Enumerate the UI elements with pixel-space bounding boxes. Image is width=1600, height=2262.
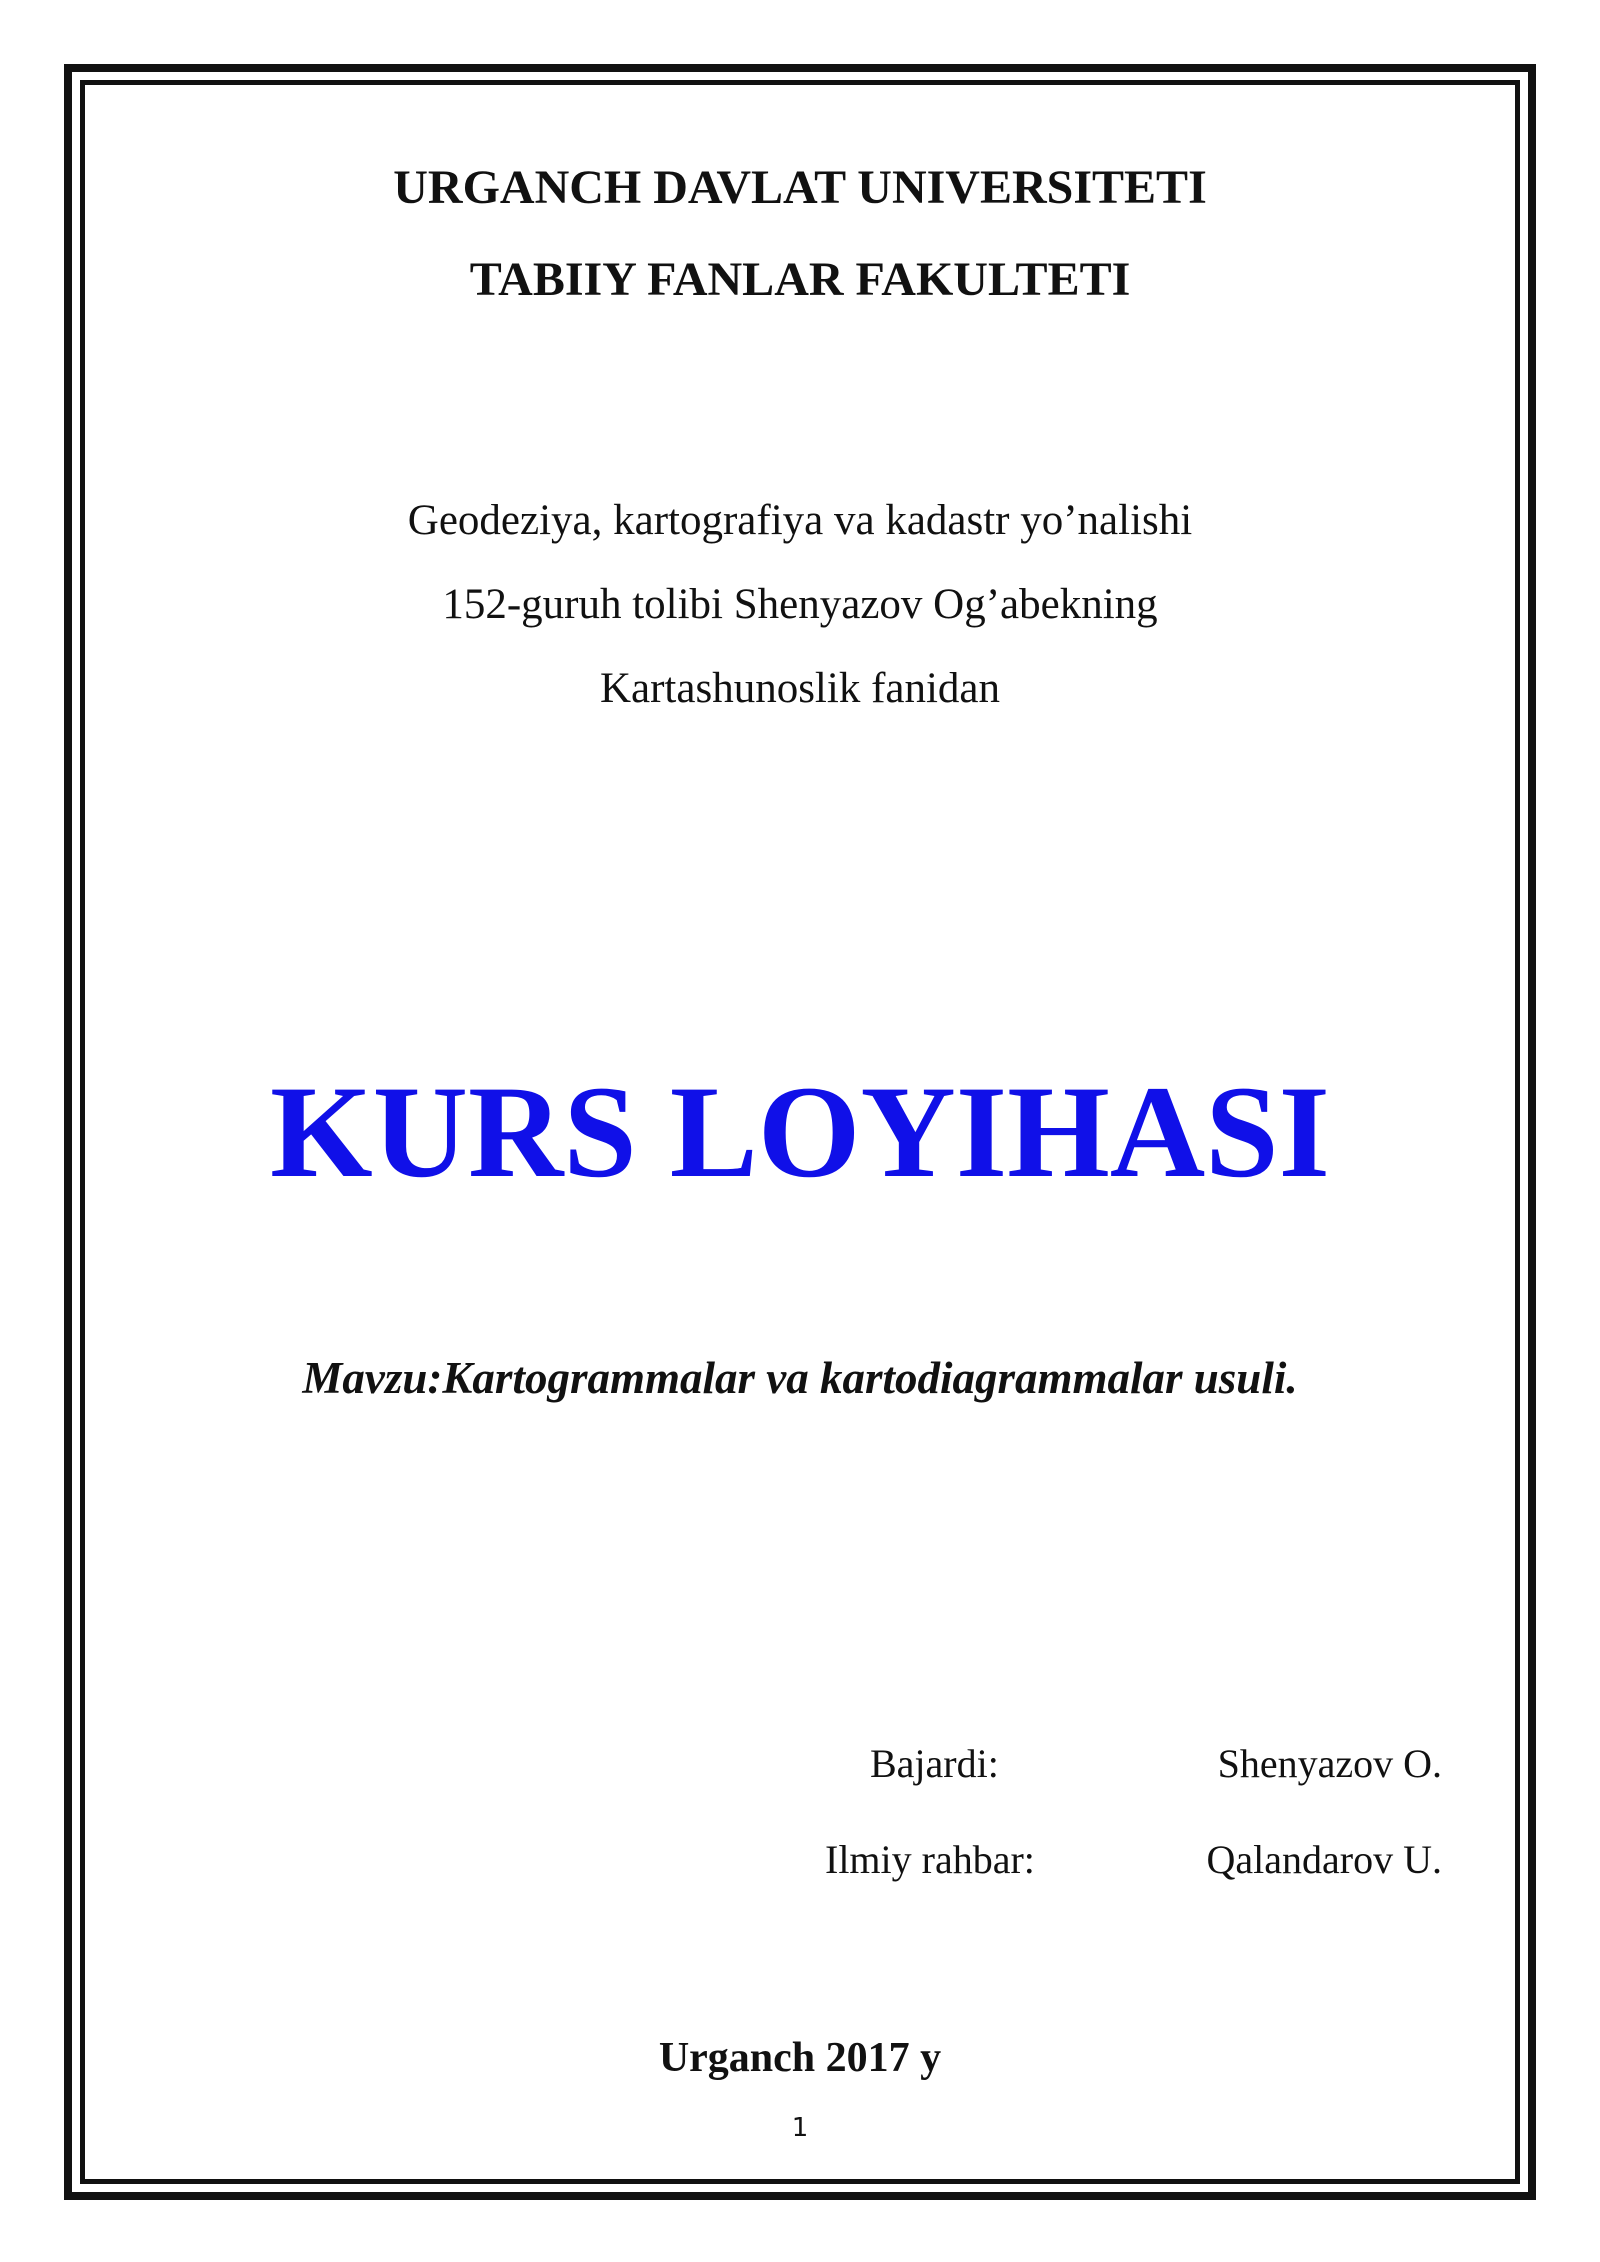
student-line: 152-guruh tolibi Shenyazov Og’abekning: [442, 581, 1158, 628]
university-name: URGANCH DAVLAT UNIVERSITETI: [393, 161, 1207, 214]
supervisor-label: Ilmiy rahbar:: [825, 1837, 1035, 1882]
performed-by-label: Bajardi:: [870, 1741, 999, 1786]
page-number: 1: [791, 2113, 809, 2143]
document-title: KURS LOYIHASI: [270, 1058, 1330, 1205]
performed-by-name: Shenyazov O.: [1217, 1741, 1442, 1786]
supervisor-name: Qalandarov U.: [1206, 1837, 1442, 1882]
topic-line: Mavzu:Kartogrammalar va kartodiagrammalar usuli.: [302, 1353, 1298, 1403]
faculty-name: TABIIY FANLAR FAKULTETI: [469, 253, 1131, 306]
program-line: Geodeziya, kartografiya va kadastr yo’nalishi: [407, 497, 1193, 544]
city-year: Urganch 2017 y: [658, 2035, 942, 2081]
subject-line: Kartashunoslik fanidan: [599, 665, 1001, 712]
